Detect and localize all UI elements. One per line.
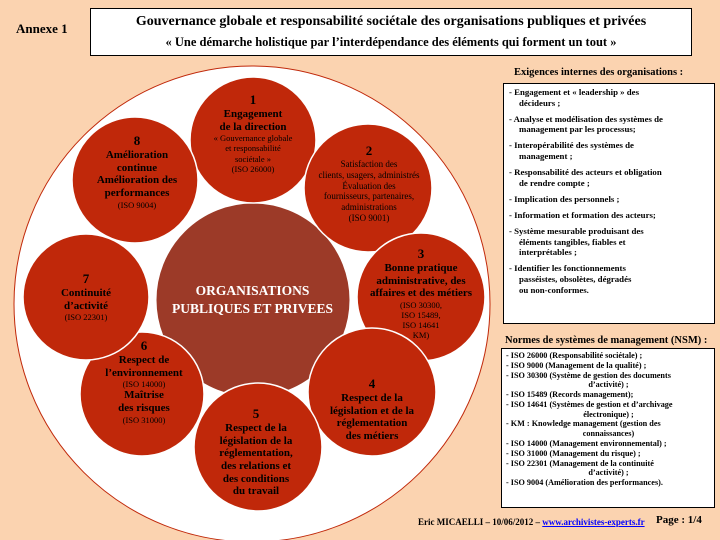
nsm-item (506, 400, 711, 419)
requirement-item (509, 87, 711, 108)
node-5-text (200, 407, 312, 498)
node-3-number: 3 (417, 246, 425, 261)
node-5-line: du travail (232, 485, 280, 498)
node-2-line: Évaluation des (342, 180, 396, 191)
requirement-text: - Identifier les fonctionnements (509, 263, 626, 274)
node-7-line: d’activité (64, 299, 108, 312)
node-8-text (82, 134, 192, 210)
node-5-line: des relations et (220, 459, 292, 472)
requirement-item (509, 210, 711, 221)
node-5-line: législation de la (219, 434, 293, 447)
nsm-text: - ISO 9000 (Management de la qualité) ; (506, 360, 647, 370)
node-1-sub: « Gouvernance globale (213, 133, 293, 144)
node-3-iso: ISO 14641 (402, 320, 440, 331)
requirement-text: - Information et formation des acteurs; (509, 209, 656, 220)
requirement-item (509, 140, 711, 161)
node-6-line: Respect de (118, 353, 170, 366)
nsm-text: - ISO 22301 (Management de la continuité (506, 458, 654, 468)
node-1-line: Engagement (223, 107, 283, 120)
nsm-item (506, 478, 711, 487)
annexe-label: Annexe 1 (16, 21, 68, 36)
node-2-number: 2 (365, 143, 373, 158)
node-6-line: des risques (118, 402, 170, 415)
requirement-text: - Implication des personnels ; (509, 193, 620, 204)
main-title: Gouvernance globale et responsabilité sociétale des organisations publiques et privées (135, 14, 647, 29)
node-3-line: affaires et des métiers (369, 287, 473, 300)
nsm-text: connaissances) (582, 428, 635, 438)
requirement-text: - Responsabilité des acteurs et obligation (509, 167, 662, 178)
node-1-line: de la direction (219, 120, 287, 133)
nsm-text: d’activité) ; (588, 468, 629, 478)
nsm-text: - ISO 14000 (Management environnemental) ; (506, 438, 667, 448)
node-6-iso: (ISO 31000) (122, 414, 166, 425)
node-5-line: réglementation, (219, 447, 293, 460)
nsm-item (506, 390, 711, 399)
nsm-text: - ISO 30300 (Système de gestion des documents (506, 370, 671, 380)
node-4-line: réglementation (336, 417, 408, 430)
node-3-line: Bonne pratique (384, 261, 458, 274)
node-4-line: des métiers (345, 429, 399, 442)
requirements-panel (503, 83, 715, 324)
node-6-text (88, 339, 200, 425)
nsm-item (506, 419, 711, 438)
nsm-item (506, 371, 711, 390)
requirement-text: - Système mesurable produisant des (509, 225, 644, 236)
subtitle: « Une démarche holistique par l’interdépendance des éléments qui forment un tout » (165, 35, 617, 49)
node-2-line: Satisfaction des (340, 158, 398, 169)
node-8-line: continue (116, 161, 158, 174)
node-8-number: 8 (133, 133, 141, 148)
node-7-text (40, 272, 132, 322)
node-8-line: Amélioration des (96, 174, 178, 187)
nsm-item (506, 439, 711, 448)
node-6-number: 6 (140, 338, 148, 353)
nsm-text: - ISO 31000 (Management du risque) ; (506, 448, 641, 458)
node-5-number: 5 (252, 406, 260, 421)
node-2-iso: (ISO 9001) (348, 212, 390, 223)
requirement-text: - Analyse et modélisation des systèmes de (509, 113, 663, 124)
center-label-line2: PUBLIQUES ET PRIVEES (171, 301, 334, 316)
node-2-line: clients, usagers, administrés (318, 169, 420, 180)
nsm-item (506, 361, 711, 370)
requirement-item (509, 194, 711, 205)
node-1-sub: sociétale » (234, 153, 272, 164)
nsm-item (506, 449, 711, 458)
node-8-line: Amélioration (105, 148, 169, 161)
node-6-line: l’environnement (105, 366, 183, 379)
website-link[interactable]: www.archivistes-experts.fr (542, 517, 645, 527)
node-5-line: des conditions (222, 472, 290, 485)
requirement-item (509, 167, 711, 188)
nsm-text: - ISO 14641 (Systèmes de gestion et d’archivage (506, 400, 673, 410)
nsm-list (502, 349, 714, 487)
requirement-text: décideurs ; (519, 97, 561, 108)
nsm-text: électronique) ; (583, 409, 634, 419)
node-1-iso: (ISO 26000) (231, 163, 275, 174)
node-3-text (358, 247, 484, 341)
requirements-list (504, 84, 714, 296)
nsm-heading: Normes de systèmes de management (NSM) : (505, 335, 708, 346)
node-2-line: administrations (341, 202, 397, 213)
requirement-item (509, 263, 711, 295)
node-3-iso: (ISO 30300, (399, 299, 443, 310)
requirement-text: interprétables ; (519, 247, 577, 258)
node-8-line: performances (104, 186, 170, 199)
node-7-number: 7 (82, 271, 90, 286)
nsm-text: - ISO 9004 (Amélioration des performances). (506, 477, 663, 487)
requirement-text: management par les processus; (519, 124, 636, 135)
node-2-text (305, 144, 433, 224)
nsm-text: - KM : Knowledge management (gestion des (506, 419, 661, 429)
nsm-panel (501, 348, 715, 508)
requirements-heading: Exigences internes des organisations : (514, 67, 684, 78)
requirement-item (509, 114, 711, 135)
nsm-text: - ISO 26000 (Responsabilité sociétale) ; (506, 351, 643, 360)
node-7-iso: (ISO 22301) (64, 312, 108, 323)
nsm-text: d’activité) ; (588, 380, 629, 390)
node-4-line: Respect de la (341, 391, 403, 404)
requirement-text: - Interopérabilité des systèmes de (509, 140, 634, 151)
node-4-line: législation et de la (329, 404, 415, 417)
node-6-line: Maîtrise (124, 389, 164, 402)
page-number: Page : 1/4 (656, 514, 702, 526)
nsm-item (506, 459, 711, 478)
node-1-number: 1 (249, 92, 257, 107)
node-4-number: 4 (368, 376, 376, 391)
requirement-item (509, 226, 711, 258)
center-label (150, 282, 355, 318)
nsm-text: - ISO 15489 (Records management); (506, 390, 634, 400)
requirement-text: éléments tangibles, fiables et (519, 236, 626, 247)
node-3-line: administrative, des (376, 274, 466, 287)
node-4-text (314, 377, 430, 443)
requirement-text: passéistes, obsolètes, dégradés (519, 274, 632, 285)
node-2-line: fournisseurs, partenaires, (323, 191, 415, 202)
node-6-iso: (ISO 14000) (122, 379, 166, 390)
node-3-iso: ISO 15489, (401, 310, 441, 321)
requirement-text: de rendre compte ; (519, 177, 590, 188)
node-7-line: Continuité (60, 286, 112, 299)
node-5-line: Respect de la (225, 421, 287, 434)
node-3-iso: KM) (412, 330, 430, 341)
node-8-iso: (ISO 9004) (117, 199, 157, 210)
nsm-item (506, 351, 711, 360)
requirement-text: ou non-conformes. (519, 284, 589, 295)
requirement-text: - Engagement et « leadership » des (509, 87, 639, 97)
center-label-line1: ORGANISATIONS (195, 283, 310, 298)
node-1-sub: et responsabilité (225, 143, 281, 154)
requirement-text: management ; (519, 151, 573, 162)
footer-author: Eric MICAELLI – 10/06/2012 – (418, 517, 543, 527)
footer (418, 517, 645, 527)
node-1-text (198, 93, 308, 174)
